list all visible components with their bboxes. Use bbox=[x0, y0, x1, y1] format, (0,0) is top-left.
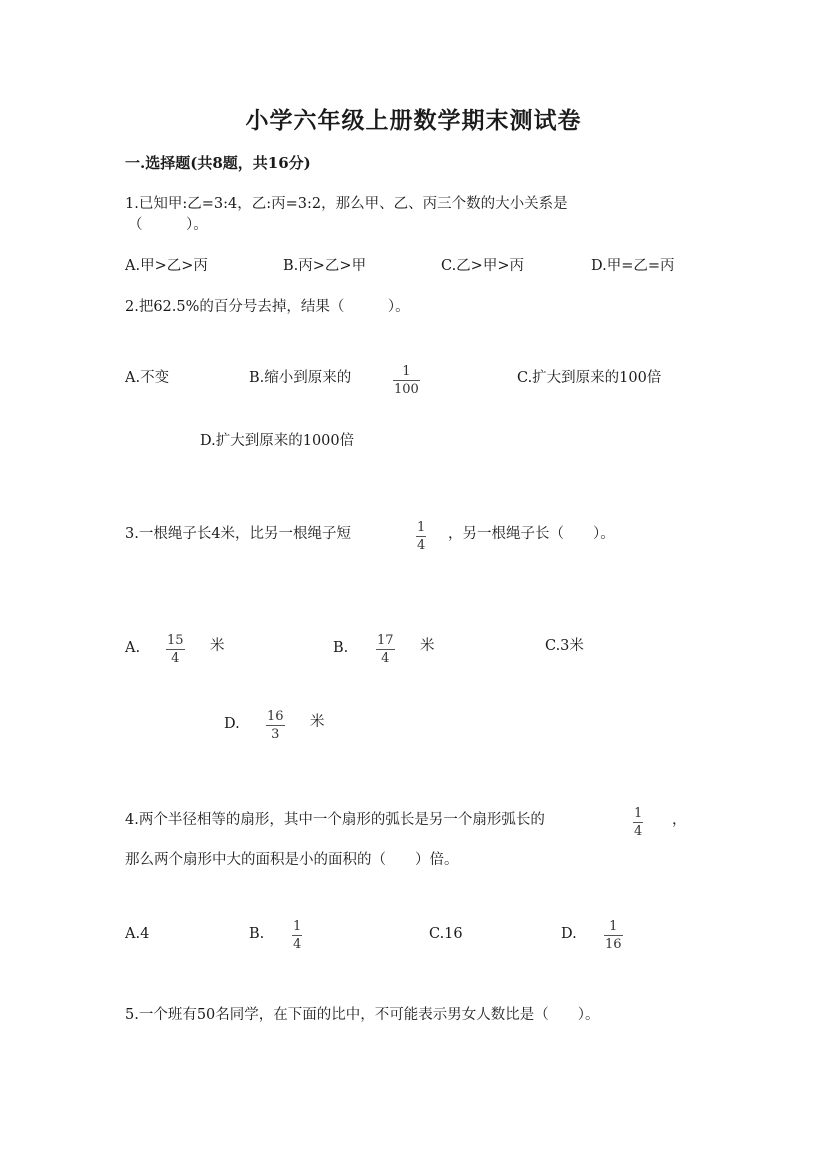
q3-option-a-unit: 米 bbox=[210, 638, 225, 654]
fraction-bar bbox=[604, 935, 623, 936]
fraction-denominator: 4 bbox=[293, 937, 302, 952]
fraction-denominator: 4 bbox=[634, 824, 643, 839]
fraction-numerator: 1 bbox=[609, 919, 618, 934]
q2-option-b-fraction bbox=[393, 364, 420, 397]
q1-stem-blank: （ ）。 bbox=[128, 217, 208, 233]
q3-option-a: A. bbox=[125, 640, 141, 656]
q4-stem-part1: 4.两个半径相等的扇形，其中一个扇形的弧长是另一个扇形弧长的 bbox=[125, 812, 545, 828]
q3-option-d-fraction bbox=[266, 709, 285, 742]
q4-stem-line2: 那么两个扇形中大的面积是小的面积的（ ）倍。 bbox=[125, 852, 459, 868]
q1-option-a: A.甲>乙>丙 bbox=[125, 258, 208, 274]
q1-option-c: C.乙>甲>丙 bbox=[441, 258, 524, 274]
q4-option-d-fraction bbox=[604, 919, 623, 952]
page-title: 小学六年级上册数学期末测试卷 bbox=[245, 107, 582, 134]
fraction-denominator: 4 bbox=[417, 538, 426, 553]
q3-stem-part1: 3.一根绳子长4米，比另一根绳子短 bbox=[125, 526, 352, 542]
fraction-bar bbox=[376, 649, 395, 650]
fraction-numerator: 17 bbox=[377, 633, 394, 648]
q5-stem: 5.一个班有50名同学，在下面的比中，不可能表示男女人数比是（ ）。 bbox=[125, 1007, 600, 1023]
fraction-numerator: 16 bbox=[267, 709, 284, 724]
q1-option-b: B.丙>乙>甲 bbox=[283, 258, 367, 274]
fraction-numerator: 1 bbox=[417, 520, 426, 535]
fraction-denominator: 4 bbox=[171, 651, 180, 666]
q2-option-b: B.缩小到原来的 bbox=[249, 370, 352, 386]
q4-option-c: C.16 bbox=[429, 926, 463, 942]
q4-stem-part2: ， bbox=[672, 812, 687, 828]
q3-option-a-fraction bbox=[166, 633, 185, 666]
fraction-bar bbox=[292, 935, 302, 936]
q3-option-d: D. bbox=[224, 716, 240, 732]
q2-option-c: C.扩大到原来的100倍 bbox=[517, 370, 662, 386]
fraction-denominator: 3 bbox=[271, 727, 280, 742]
q2-option-a: A.不变 bbox=[125, 370, 170, 386]
q3-option-c: C.3米 bbox=[545, 638, 584, 654]
q1-stem: 1.已知甲:乙=3:4，乙:丙=3:2，那么甲、乙、丙三个数的大小关系是 bbox=[125, 196, 568, 212]
fraction-bar bbox=[633, 822, 643, 823]
q4-stem-fraction bbox=[633, 806, 643, 839]
fraction-bar bbox=[416, 536, 426, 537]
fraction-denominator: 4 bbox=[381, 651, 390, 666]
q1-option-d: D.甲=乙=丙 bbox=[591, 258, 675, 274]
section-heading: 一.选择题(共8题，共16分) bbox=[125, 154, 311, 172]
fraction-denominator: 16 bbox=[605, 937, 622, 952]
q4-option-d: D. bbox=[561, 926, 577, 942]
q3-option-b-fraction bbox=[376, 633, 395, 666]
q3-option-b-unit: 米 bbox=[420, 638, 435, 654]
fraction-denominator: 100 bbox=[394, 382, 419, 397]
fraction-numerator: 1 bbox=[634, 806, 643, 821]
fraction-bar bbox=[393, 380, 420, 381]
q3-stem-part2: ，另一根绳子长（ ）。 bbox=[448, 526, 615, 542]
q2-stem: 2.把62.5%的百分号去掉，结果（ ）。 bbox=[125, 299, 410, 315]
q2-option-d: D.扩大到原来的1000倍 bbox=[200, 433, 355, 449]
q3-option-b: B. bbox=[333, 640, 349, 656]
fraction-bar bbox=[166, 649, 185, 650]
fraction-numerator: 1 bbox=[402, 364, 411, 379]
q3-stem-fraction bbox=[416, 520, 426, 553]
q4-option-a: A.4 bbox=[125, 926, 150, 942]
q3-option-d-unit: 米 bbox=[310, 714, 325, 730]
q4-option-b-fraction bbox=[292, 919, 302, 952]
fraction-bar bbox=[266, 725, 285, 726]
fraction-numerator: 15 bbox=[167, 633, 184, 648]
q4-option-b: B. bbox=[249, 926, 265, 942]
fraction-numerator: 1 bbox=[293, 919, 302, 934]
